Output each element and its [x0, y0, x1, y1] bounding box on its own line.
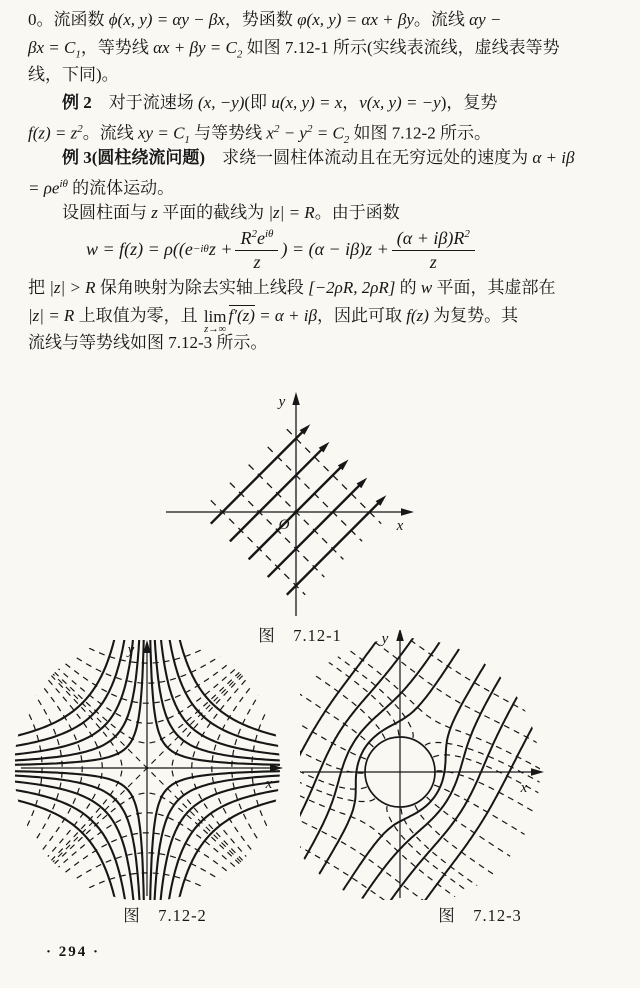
figure-7-12-3-caption: 图 7.12-3 — [438, 906, 522, 925]
figure-7-12-1 — [150, 392, 490, 646]
text-line: 线，下同)。 — [28, 65, 119, 84]
y-axis-label: y — [381, 631, 389, 647]
figure-7-12-2 — [15, 640, 315, 926]
y-axis-label: y — [278, 394, 286, 410]
page-number: · 294 · — [46, 944, 101, 960]
figure-7-12-2-caption: 图 7.12-2 — [123, 906, 207, 925]
body-text — [28, 6, 628, 357]
text-line: 0。流函数 ϕ(x, y) = αy − βx，势函数 φ(x, y) = αx + βy。流线 αy − — [28, 10, 502, 29]
x-axis-label: x — [396, 518, 404, 534]
streamlines-group — [211, 424, 387, 595]
text-line: $f(z) = z^2$。流线 xy = $C_1$ 与等势线 $x^2 - y^2 = C_2$ 如图 7.12-2 所示。 — [28, 123, 491, 147]
text-line: 例 2 对于流速场 (x, −y)(即 u(x, y) = x，v(x, y) = −y)，复势 — [62, 92, 498, 112]
x-axis-label: x — [265, 776, 273, 792]
figure-7-12-1-caption: 图 7.12-1 — [258, 626, 342, 645]
figure-7-12-2-canvas — [15, 640, 315, 900]
y-axis-label: y — [127, 642, 135, 658]
figure-7-12-1-canvas — [150, 392, 490, 620]
text-line: |z| = R 上取值为零，且 lim z→∞ f′(z) = α + iβ，因此可取 f(z) 为复势。其 — [28, 305, 519, 336]
figure-7-12-3 — [300, 630, 610, 926]
text-line: 设圆柱面与 z 平面的截线为 |z| = R。由于函数 — [62, 202, 400, 222]
figure-7-12-3-canvas — [300, 630, 610, 900]
text-line: = $\rho e^{i\theta}$ 的流体运动。 — [28, 178, 175, 198]
origin-label: O — [278, 517, 290, 533]
text-line: 例 3(圆柱绕流问题) 求绕一圆柱体流动且在无穷远处的速度为 α + iβ — [62, 147, 575, 167]
text-line: $\beta x = C_1$，等势线 $\alpha x + \beta y = C_2$ 如图 7.12-1 所示(实线表流线，虚线表等势 — [28, 37, 560, 60]
text-line: 流线与等势线如图 7.12-3 所示。 — [28, 333, 268, 352]
text-line: 把 |z| > R 保角映射为除去实轴上线段 [−2ρR, 2ρR] 的 w 平面，其虚部在 — [28, 278, 556, 297]
x-axis-label: x — [520, 780, 528, 796]
display-formula: w = f(z) = ρ((e −iθ z + $\frac{R^2e^{i\theta}}{z}$ ) = (α − iβ)z + $\frac{(\alpha + i\beta)R^2}{z}$ — [28, 226, 628, 274]
